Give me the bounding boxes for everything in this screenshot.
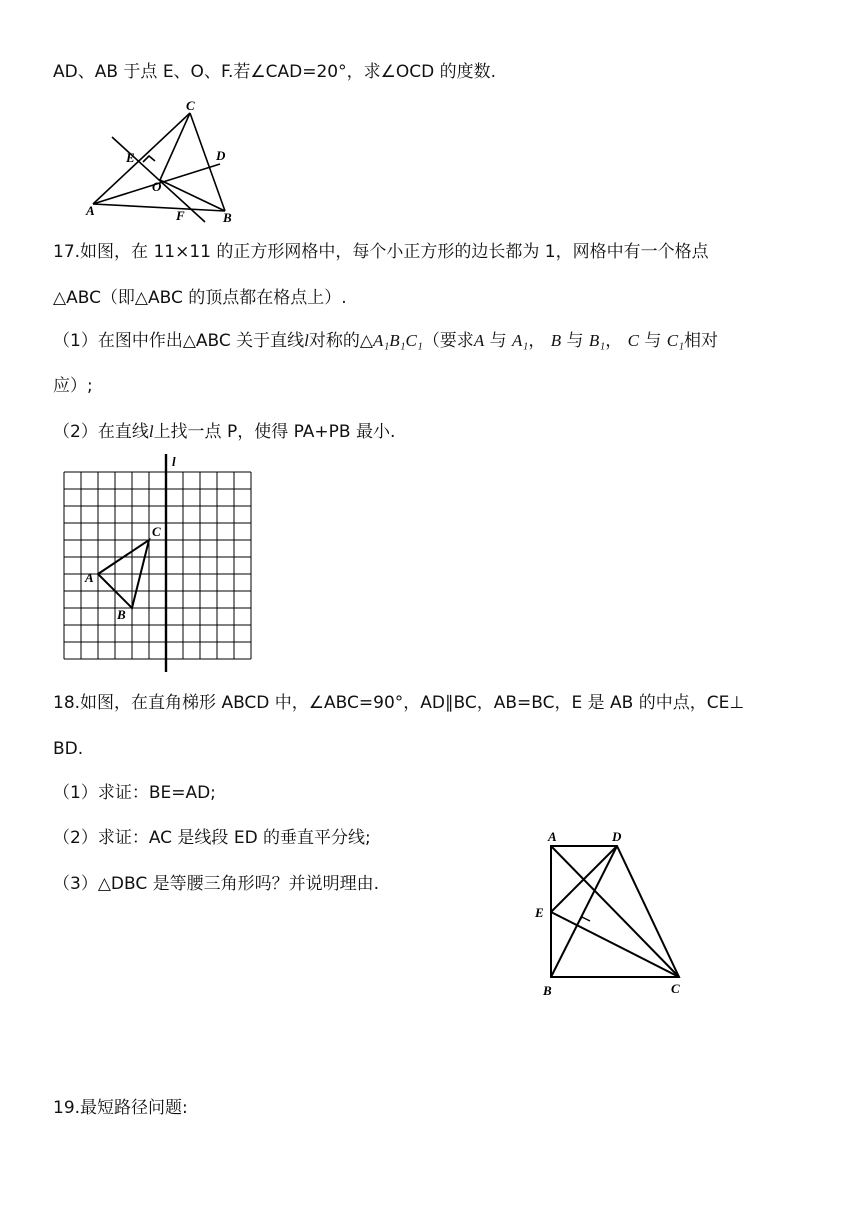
- q18-label-E: E: [535, 905, 544, 920]
- q17-label-l: l: [172, 454, 176, 469]
- q18-part2: （2）求证：AC 是线段 ED 的垂直平分线;: [53, 828, 371, 848]
- q18-intro-line1: 18.如图，在直角梯形 ABCD 中，∠ABC=90°，AD∥BC，AB=BC，E 是 AB 的中点，CE⊥: [53, 693, 745, 713]
- q17-label-A: A: [85, 570, 94, 585]
- q17-intro-line2: △ABC（即△ABC 的顶点都在格点上）.: [53, 288, 347, 308]
- q17-p1-tri: A₁B₁C₁: [372, 331, 423, 350]
- q17-p1-b: 对称的△: [308, 331, 373, 351]
- q17-grid-figure: [56, 450, 262, 672]
- q17-p1-sep1: ，: [528, 331, 546, 351]
- q17-p1-l: l: [304, 331, 309, 350]
- q18-intro-line2: BD.: [53, 739, 84, 759]
- q17-p1-end: 相对: [684, 331, 719, 351]
- q17-p2-l: l: [148, 422, 154, 441]
- q17-label-B: B: [117, 607, 126, 622]
- q17-p2-b: 上找一点 P，使得 PA+PB 最小.: [153, 422, 396, 442]
- q16-text: AD、AB 于点 E、O、F.若∠CAD=20°，求∠OCD 的度数.: [53, 62, 496, 82]
- q18-label-D: D: [612, 829, 622, 844]
- q17-part1: [53, 329, 718, 353]
- q17-p1-with1: 与: [489, 331, 507, 351]
- q16-label-F: F: [176, 208, 185, 223]
- q17-p1-A1: A₁: [512, 331, 529, 350]
- q16-label-C: C: [186, 98, 195, 113]
- q17-intro-line1: 17.如图，在 11×11 的正方形网格中，每个小正方形的边长都为 1，网格中有一个格点: [53, 242, 709, 262]
- q18-part3: （3）△DBC 是等腰三角形吗？并说明理由.: [53, 874, 380, 894]
- q16-label-D: D: [216, 148, 226, 163]
- q18-label-B: B: [543, 983, 552, 998]
- q18-label-C: C: [671, 981, 680, 996]
- q17-p1-B1: B₁: [588, 331, 606, 350]
- q17-p1-C1: C₁: [666, 331, 685, 350]
- q17-p1-sep2: ，: [605, 331, 623, 351]
- q16-label-E: E: [126, 150, 135, 165]
- q17-p1-C: C: [627, 331, 639, 350]
- q16-label-B: B: [223, 210, 232, 224]
- q16-label-A: A: [86, 203, 95, 218]
- q17-label-C: C: [152, 524, 161, 539]
- grid-lines: [64, 472, 251, 659]
- q18-figure: [525, 826, 695, 1004]
- q17-p1-a: （1）在图中作出△ABC 关于直线: [53, 331, 305, 351]
- q17-p1-with2: 与: [566, 331, 584, 351]
- q18-part1: （1）求证：BE=AD;: [53, 783, 216, 803]
- q17-p1-with3: 与: [644, 331, 662, 351]
- q17-p2-a: （2）在直线: [53, 422, 149, 442]
- q17-part1-line2: 应）;: [53, 376, 93, 396]
- q19-title: 19.最短路径问题:: [53, 1098, 188, 1118]
- q18-label-A: A: [548, 829, 557, 844]
- q17-p1-A: A: [473, 331, 485, 350]
- q17-p1-B: B: [550, 331, 562, 350]
- q16-label-O: O: [152, 179, 162, 194]
- q17-part2: [53, 420, 395, 444]
- q17-p1-c: （要求: [422, 331, 474, 351]
- q16-figure: [82, 98, 242, 224]
